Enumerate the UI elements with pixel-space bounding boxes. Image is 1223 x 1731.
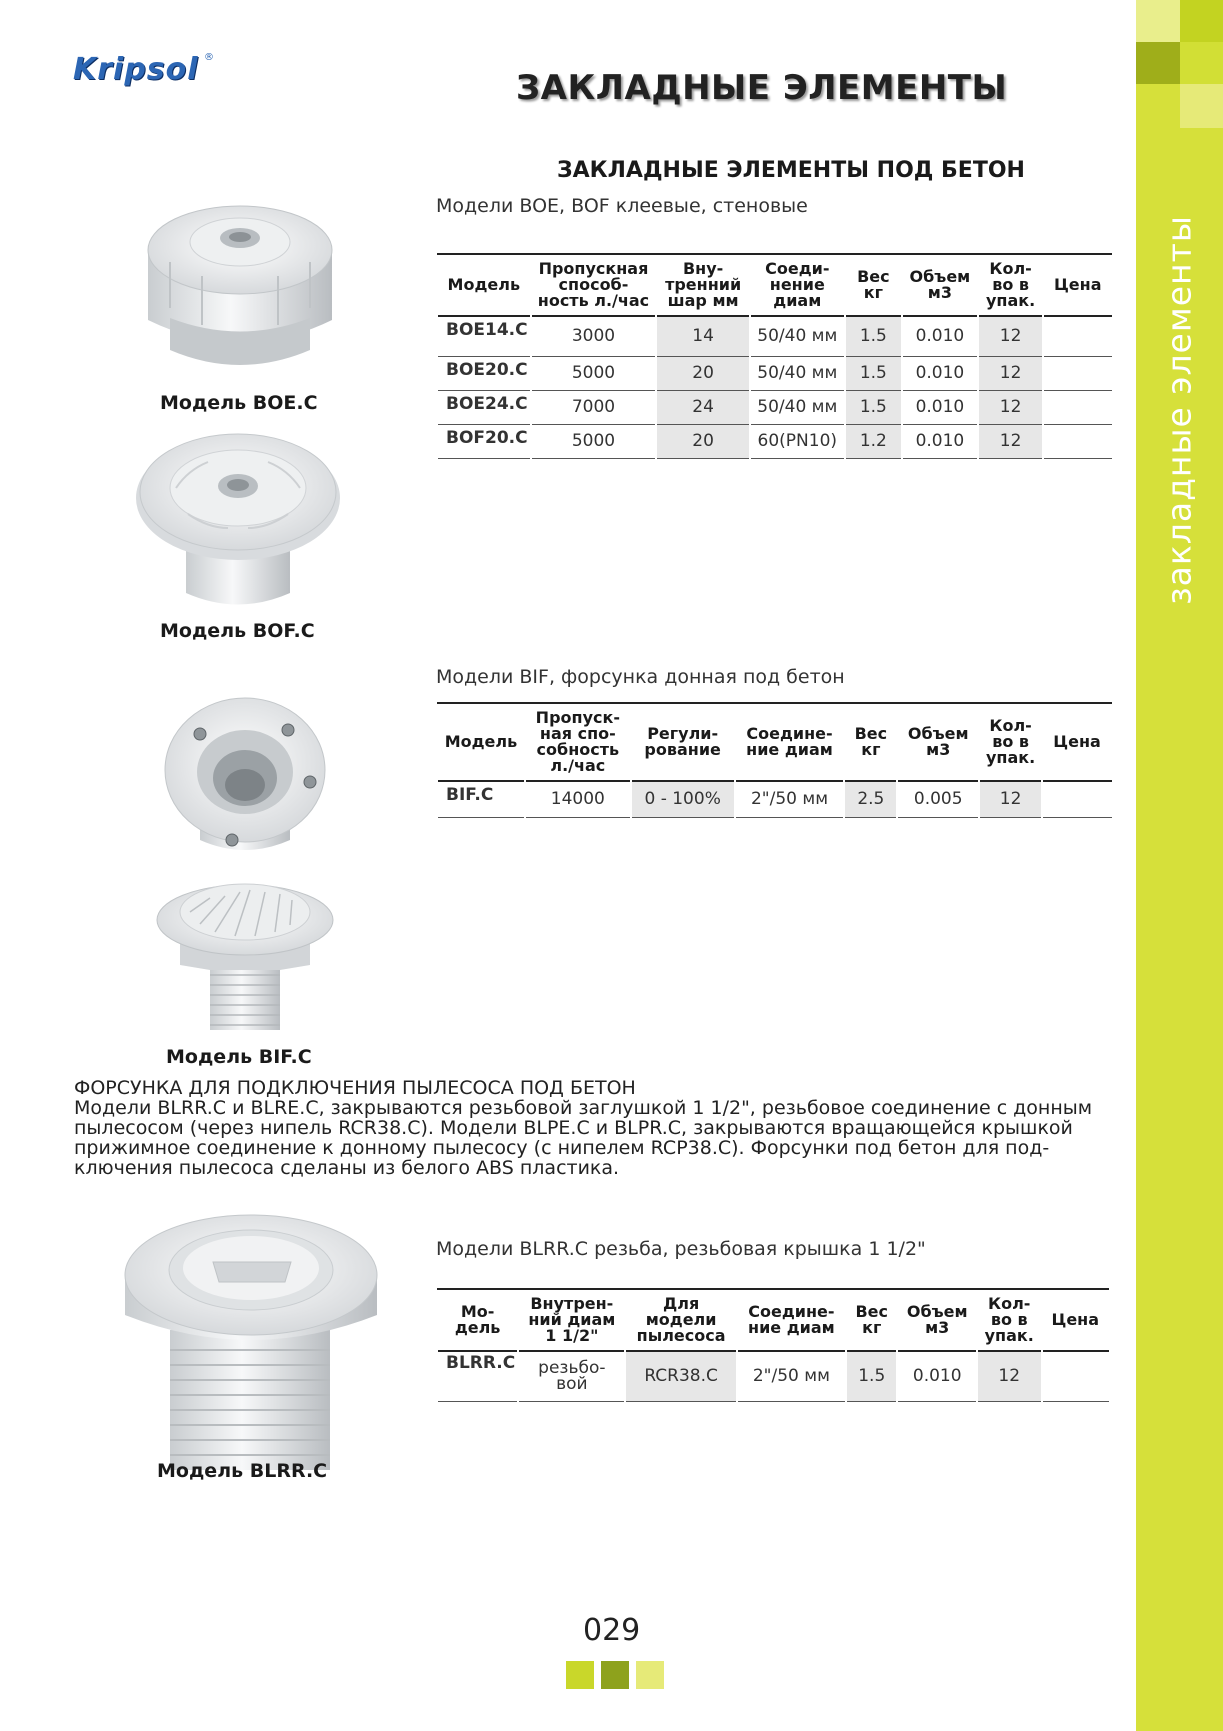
table1-subtitle: Модели BOE, BOF клеевые, стеновые — [436, 195, 808, 217]
table-cell: 12 — [978, 356, 1044, 390]
boe-fitting-image — [140, 190, 340, 380]
table-row — [437, 781, 1112, 817]
column-header — [897, 1289, 976, 1351]
brand-logo — [73, 52, 213, 96]
column-header-line: м3 — [926, 740, 951, 759]
sidebar-square-3 — [1136, 42, 1180, 84]
table-row — [437, 390, 1112, 424]
column-header — [979, 703, 1042, 781]
column-header-line: Объем — [909, 267, 971, 286]
table-cell: 50/40 мм — [750, 356, 845, 390]
bof-fitting-image — [128, 418, 348, 618]
sidebar-square-5 — [1180, 84, 1223, 128]
table-cell — [1043, 356, 1112, 390]
column-header — [846, 1289, 897, 1351]
column-header-line: Для — [662, 1294, 700, 1313]
table-cell: 50/40 мм — [750, 316, 845, 356]
column-header-line: кг — [861, 740, 881, 759]
column-header-line: Цена — [1051, 1310, 1100, 1329]
column-header-line: кг — [863, 283, 883, 302]
column-header-line: Вес — [855, 1302, 889, 1321]
column-header — [902, 254, 978, 316]
paragraph-line: Модели BLRR.C и BLRE.C, закрываются резьбовой заглушкой 1 1/2", резьбовое соединение с донным — [74, 1097, 1093, 1119]
paragraph-heading: ФОРСУНКА ДЛЯ ПОДКЛЮЧЕНИЯ ПЫЛЕСОСА ПОД БЕТОН — [74, 1077, 636, 1099]
model-cell: BIF.C — [437, 781, 525, 817]
column-header — [437, 703, 525, 781]
column-header-line: м3 — [927, 283, 953, 302]
table-cell-line: 1.5 — [858, 1366, 886, 1387]
table-cell-line: 2"/50 мм — [752, 1366, 830, 1387]
column-header-line: диам — [773, 291, 822, 310]
model-cell: BOF20.C — [437, 424, 531, 458]
table-cell — [846, 1351, 897, 1401]
table-cell: 60(PN10) — [750, 424, 845, 458]
bif-fitting-side-image — [150, 870, 340, 1035]
table2-subtitle: Модели BIF, форсунка донная под бетон — [436, 666, 845, 688]
column-header — [977, 1289, 1042, 1351]
page-number: 029 — [583, 1613, 641, 1648]
column-header-line: Кол- — [989, 259, 1032, 278]
sidebar-square-2 — [1180, 0, 1223, 42]
column-header-line: Цена — [1053, 732, 1101, 751]
column-header — [735, 703, 845, 781]
column-header — [525, 703, 631, 781]
brand-logo-text: Kripsol — [73, 52, 199, 87]
table-cell: 50/40 мм — [750, 390, 845, 424]
column-header — [845, 254, 902, 316]
column-header-line: кг — [862, 1318, 882, 1337]
table-cell: 5000 — [531, 424, 657, 458]
column-header-line: дель — [454, 1318, 501, 1337]
column-header — [631, 703, 735, 781]
caption-boe: Модель BOE.C — [160, 392, 318, 414]
column-header — [518, 1289, 625, 1351]
table2-specs — [436, 702, 1112, 818]
column-header — [437, 1289, 518, 1351]
footer-dot-2 — [601, 1661, 629, 1689]
table-cell — [1043, 424, 1112, 458]
column-header-line: Соедине- — [746, 724, 833, 743]
column-header-line: упак. — [985, 291, 1036, 310]
paragraph-line: пылесосом (через нипель RCR38.C). Модели BLPE.C и BLPR.C, закрываются вращающейся крышкой — [74, 1117, 1073, 1139]
column-header-line: Регули- — [647, 724, 719, 743]
column-header — [897, 703, 979, 781]
section-title: ЗАКЛАДНЫЕ ЭЛЕМЕНТЫ ПОД БЕТОН — [557, 158, 1025, 183]
table-cell: 14000 — [525, 781, 631, 817]
table-row — [437, 316, 1112, 356]
table-cell — [1043, 390, 1112, 424]
table-cell: 5000 — [531, 356, 657, 390]
table-cell: 0.010 — [902, 424, 978, 458]
column-header-line: Объем — [907, 724, 969, 743]
table3-specs — [436, 1288, 1109, 1402]
column-header-line: ний диам — [528, 1310, 616, 1329]
caption-bif: Модель BIF.C — [166, 1046, 312, 1068]
column-header-line: способ- — [558, 275, 629, 294]
table-row — [437, 356, 1112, 390]
column-header-line: во в — [992, 275, 1029, 294]
table-cell-line: BLRR.C — [446, 1353, 516, 1373]
column-header-line: ная спо- — [539, 724, 616, 743]
page-title: ЗАКЛАДНЫЕ ЭЛЕМЕНТЫ — [516, 68, 1008, 108]
column-header-line: м3 — [925, 1318, 950, 1337]
table-cell: 12 — [978, 316, 1044, 356]
column-header-line: шар мм — [667, 291, 739, 310]
registered-mark: ® — [204, 52, 214, 63]
table-cell: 0.010 — [902, 390, 978, 424]
table-cell-line: 0.010 — [912, 1366, 962, 1387]
table-cell: 2.5 — [844, 781, 897, 817]
model-cell — [437, 1351, 518, 1401]
table-cell: 12 — [979, 781, 1042, 817]
table-cell: 0.005 — [897, 781, 979, 817]
table-cell: 0 - 100% — [631, 781, 735, 817]
column-header-line: Цена — [1053, 275, 1102, 294]
table-cell: 20 — [656, 424, 750, 458]
model-cell: BOE14.C — [437, 316, 531, 356]
column-header-line: Модель — [444, 732, 518, 751]
column-header-line: Вну- — [682, 259, 724, 278]
sidebar-square-1 — [1136, 0, 1180, 42]
column-header-line: Кол- — [989, 716, 1032, 735]
column-header-line: Мо- — [460, 1302, 495, 1321]
table-cell: 24 — [656, 390, 750, 424]
table-cell-line: 12 — [998, 1366, 1021, 1387]
table-cell: 3000 — [531, 316, 657, 356]
column-header — [737, 1289, 846, 1351]
footer-dot-1 — [566, 1661, 594, 1689]
column-header-line: упак. — [986, 748, 1036, 767]
column-header-line: Пропуск- — [535, 708, 620, 727]
table-cell — [897, 1351, 976, 1401]
bif-fitting-top-image — [160, 690, 330, 860]
table-cell: 20 — [656, 356, 750, 390]
column-header-line: Вес — [857, 267, 890, 286]
table-cell — [625, 1351, 736, 1401]
table-cell: 0.010 — [902, 316, 978, 356]
table-cell: 12 — [978, 390, 1044, 424]
column-header — [1042, 1289, 1109, 1351]
column-header-line: Соеди- — [765, 259, 830, 278]
table-cell: 12 — [978, 424, 1044, 458]
column-header-line: Внутрен- — [530, 1294, 614, 1313]
column-header — [844, 703, 897, 781]
column-header — [656, 254, 750, 316]
model-cell: BOE20.C — [437, 356, 531, 390]
model-cell: BOE24.C — [437, 390, 531, 424]
table-cell: 1.5 — [845, 356, 902, 390]
column-header-line: 1 1/2" — [545, 1326, 599, 1345]
table3-subtitle: Модели BLRR.C резьба, резьбовая крышка 1 1/2" — [436, 1238, 926, 1260]
table-cell — [1043, 316, 1112, 356]
column-header-line: Кол- — [988, 1294, 1031, 1313]
column-header — [625, 1289, 736, 1351]
table-cell-line: вой — [556, 1374, 588, 1395]
paragraph-line: прижимное соединение к донному пылесосу (с нипелем RCP38.C). Форсунки под бетон для под- — [74, 1137, 1050, 1159]
column-header — [1043, 254, 1112, 316]
vacuum-fitting-description — [74, 1078, 1114, 1178]
table-row — [437, 424, 1112, 458]
column-header-line: Модель — [447, 275, 521, 294]
table-cell — [737, 1351, 846, 1401]
column-header-line: л./час — [550, 756, 606, 775]
table-cell-line: RCR38.C — [644, 1366, 718, 1387]
column-header-line: тренний — [665, 275, 742, 294]
table-cell: 0.010 — [902, 356, 978, 390]
column-header-line: собность — [536, 740, 620, 759]
column-header-line: во в — [990, 1310, 1028, 1329]
blrr-fitting-image — [115, 1190, 395, 1475]
column-header-line: во в — [992, 732, 1030, 751]
column-header-line: рование — [644, 740, 721, 759]
column-header-line: нение — [769, 275, 825, 294]
table-cell — [518, 1351, 625, 1401]
table-cell: 7000 — [531, 390, 657, 424]
column-header-line: модели — [645, 1310, 717, 1329]
table1-specs — [436, 253, 1112, 459]
sidebar-vertical-text: закладные элементы — [1159, 215, 1199, 605]
table-cell: 14 — [656, 316, 750, 356]
table-row — [437, 1351, 1109, 1401]
column-header-line: Вес — [854, 724, 888, 743]
table-cell: 2"/50 мм — [735, 781, 845, 817]
column-header-line: упак. — [984, 1326, 1034, 1345]
caption-blrr: Модель BLRR.C — [157, 1460, 328, 1482]
table-cell: 1.5 — [845, 316, 902, 356]
footer-dot-3 — [636, 1661, 664, 1689]
table-cell: 1.5 — [845, 390, 902, 424]
column-header-line: ние диам — [746, 740, 833, 759]
column-header-line: ние диам — [748, 1318, 835, 1337]
table-cell — [1042, 781, 1112, 817]
column-header-line: пылесоса — [636, 1326, 726, 1345]
paragraph-line: ключения пылесоса сделаны из белого ABS пластика. — [74, 1157, 620, 1179]
column-header — [531, 254, 657, 316]
sidebar-square-4 — [1180, 42, 1223, 84]
table-cell — [1042, 1351, 1109, 1401]
column-header-line: ность л./час — [537, 291, 650, 310]
column-header — [750, 254, 845, 316]
column-header — [978, 254, 1044, 316]
column-header — [1042, 703, 1112, 781]
column-header-line: Объем — [906, 1302, 968, 1321]
table-cell — [977, 1351, 1042, 1401]
caption-bof: Модель BOF.C — [160, 620, 315, 642]
table-cell: 1.2 — [845, 424, 902, 458]
column-header-line: Пропускная — [538, 259, 649, 278]
column-header-line: Соедине- — [748, 1302, 835, 1321]
column-header — [437, 254, 531, 316]
table-cell-line: резьбо- — [538, 1358, 606, 1379]
